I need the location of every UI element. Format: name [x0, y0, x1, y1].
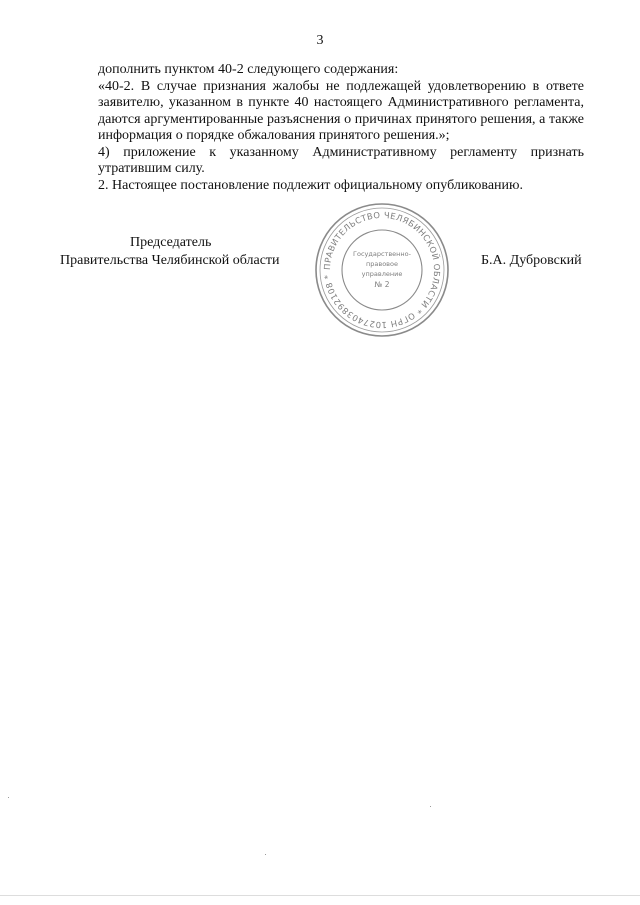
signature-title-line1: Председатель: [130, 235, 212, 250]
paragraph-item-2: 2. Настоящее постановление подлежит официальному опубликованию.: [98, 177, 523, 193]
paragraph-item-4: 4) приложение к указанному Административному регламенту признать утратившим силу.: [98, 144, 584, 176]
official-seal-stamp: [312, 200, 452, 340]
stamp-outer-text: ПРАВИТЕЛЬСТВО ЧЕЛЯБИНСКОЙ ОБЛАСТИ * ОГРН 1027403892108 *: [321, 209, 443, 331]
stamp-inner-line4: № 2: [374, 280, 390, 289]
scan-artifact: [265, 854, 266, 855]
paragraph-intro: дополнить пунктом 40-2 следующего содержания:: [98, 62, 399, 77]
stamp-inner-line1: Государственно-: [353, 250, 411, 258]
paragraph-40-2: «40-2. В случае признания жалобы не подлежащей удовлетворению в ответе заявителю, указанном в пункте 40 настоящего Административного регламента, даются аргументированные разъяснения о причинах принятого решения, а также информация о порядке обжалования принятого решения.»;: [98, 78, 584, 143]
page-number: 3: [316, 33, 324, 48]
signature-title-line2: Правительства Челябинской области: [60, 253, 280, 268]
scan-artifact: [8, 797, 9, 798]
stamp-inner-line2: правовое: [366, 260, 398, 268]
stamp-inner-line3: управление: [361, 270, 403, 278]
document-body: [98, 62, 584, 194]
scan-artifact: [430, 806, 431, 807]
signer-name: Б.А. Дубровский: [481, 253, 582, 268]
scan-artifact: [0, 895, 640, 896]
